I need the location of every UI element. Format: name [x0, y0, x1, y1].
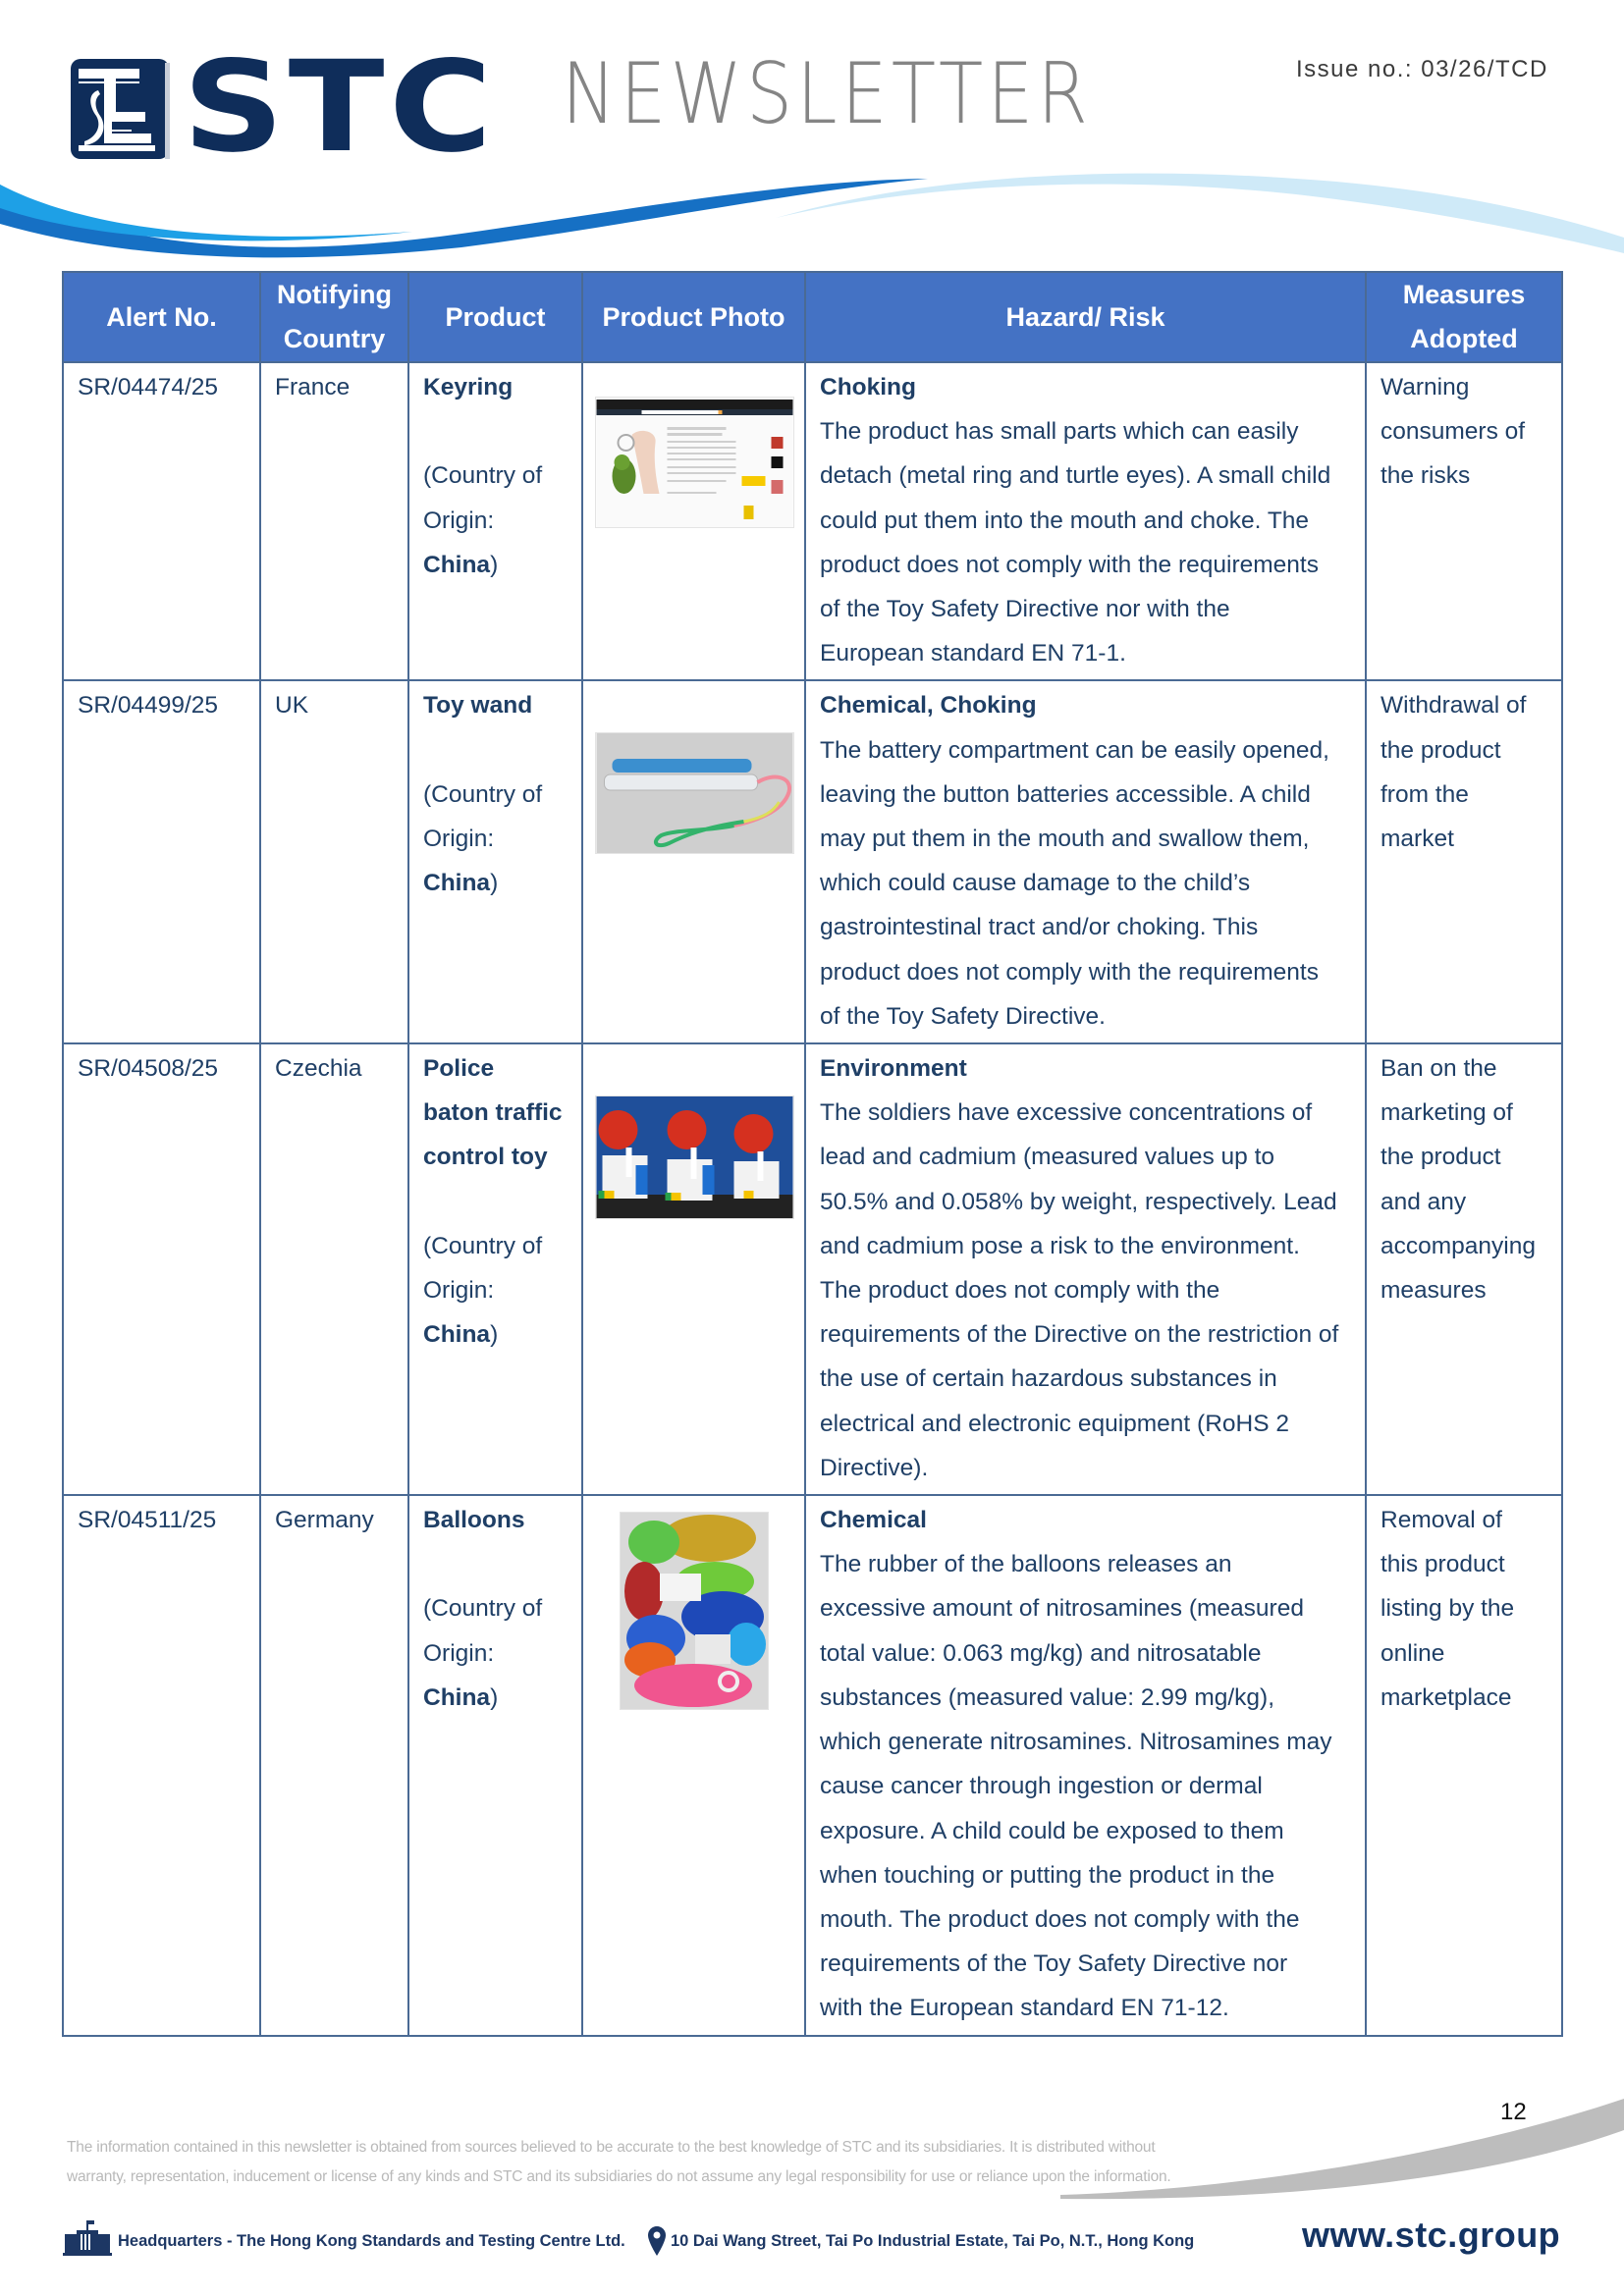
origin-country: China	[423, 870, 491, 897]
column-header-line: Adopted	[1410, 324, 1518, 353]
measures-adopted-cell	[1366, 362, 1562, 680]
hazard-risk-cell	[805, 1043, 1366, 1495]
hazard-description-line: leaving the button batteries accessible. A child	[820, 780, 1311, 808]
toy-wand-photo	[595, 732, 794, 854]
hazard-description-line: requirements of the Toy Safety Directive nor	[820, 1950, 1288, 1978]
hazard-description-line: European standard EN 71-1.	[820, 640, 1126, 667]
hazard-title: Chemical, Choking	[820, 692, 1037, 720]
product-name: baton traffic	[423, 1099, 563, 1127]
alert-number-cell: SR/04499/25	[63, 680, 260, 1043]
stc-logo-mark	[69, 57, 171, 161]
hazard-description-line: and cadmium pose a risk to the environment.	[820, 1232, 1300, 1259]
origin-prefix: (Country of	[423, 1232, 543, 1259]
column-header-measures-adopted	[1366, 272, 1562, 362]
hazard-description-line: may put them in the mouth and swallow them,	[820, 826, 1310, 853]
alert-number-cell: SR/04474/25	[63, 362, 260, 680]
measures-line: Removal of	[1380, 1507, 1502, 1534]
hazard-description-line: when touching or putting the product in the	[820, 1861, 1275, 1889]
product-name: Balloons	[423, 1507, 525, 1534]
issue-number: Issue no.: 03/26/TCD	[1296, 56, 1548, 82]
page-number: 12	[1500, 2099, 1527, 2125]
origin-country-line	[423, 543, 568, 587]
product-cell	[408, 362, 582, 680]
table-row	[63, 680, 1562, 1043]
measures-line: marketing of	[1380, 1099, 1513, 1127]
product-cell	[408, 1043, 582, 1495]
column-header-product: Product	[408, 272, 582, 362]
hazard-description-line: product does not comply with the requirements	[820, 958, 1319, 986]
origin-prefix: (Country of	[423, 462, 543, 490]
origin-label: Origin:	[423, 1639, 495, 1667]
origin-label: Origin:	[423, 826, 495, 853]
header-swoosh-decoration	[0, 167, 1624, 265]
origin-label: Origin:	[423, 1277, 495, 1305]
product-photo-cell	[582, 1495, 805, 2035]
address-text: 10 Dai Wang Street, Tai Po Industrial Estate, Tai Po, N.T., Hong Kong	[671, 2232, 1195, 2250]
headquarters-text: Headquarters - The Hong Kong Standards and Testing Centre Ltd.	[118, 2232, 625, 2250]
column-header-hazard-risk: Hazard/ Risk	[805, 272, 1366, 362]
hazard-title: Environment	[820, 1055, 967, 1083]
keyring-photo	[595, 397, 794, 528]
product-photo-cell	[582, 680, 805, 1043]
origin-prefix: (Country of	[423, 780, 543, 808]
blank-line	[423, 1180, 568, 1224]
column-header-product-photo: Product Photo	[582, 272, 805, 362]
column-header-notifying-country	[260, 272, 408, 362]
hazard-description-line: lead and cadmium (measured values up to	[820, 1144, 1275, 1171]
product-name: Toy wand	[423, 692, 533, 720]
measures-line: the product	[1380, 1144, 1501, 1171]
hazard-description-line: The rubber of the balloons releases an	[820, 1551, 1232, 1578]
disclaimer	[67, 2133, 1304, 2192]
product-cell	[408, 680, 582, 1043]
location-pin-icon	[648, 2226, 666, 2256]
measures-line: measures	[1380, 1277, 1487, 1305]
hazard-title: Choking	[820, 374, 916, 400]
hazard-description-line: product does not comply with the requirements	[820, 551, 1319, 578]
origin-country: China	[423, 1683, 491, 1711]
measures-line: from the	[1380, 780, 1469, 808]
website-link[interactable]: www.stc.group	[1302, 2215, 1561, 2255]
origin-country: China	[423, 1321, 491, 1349]
hazard-description-line: gastrointestinal tract and/or choking. This	[820, 914, 1259, 941]
hazard-description-line: with the European standard EN 71-12.	[820, 1995, 1229, 2022]
column-header-line: Notifying	[277, 280, 392, 309]
hazard-description-line: could put them into the mouth and choke. The	[820, 507, 1310, 534]
hazard-description-line: The product does not comply with the	[820, 1277, 1220, 1305]
origin-suffix: )	[490, 1683, 499, 1711]
column-header-line: Country	[283, 324, 386, 353]
blank-line	[423, 1542, 568, 1586]
measures-line: the risks	[1380, 462, 1471, 490]
hazard-description-line: the use of certain hazardous substances in	[820, 1365, 1277, 1393]
origin-label: Origin:	[423, 507, 495, 534]
origin-country-line	[423, 861, 568, 905]
measures-line: accompanying	[1380, 1232, 1536, 1259]
measures-adopted-cell	[1366, 1043, 1562, 1495]
origin-suffix: )	[490, 1321, 499, 1349]
column-header-alert-no: Alert No.	[63, 272, 260, 362]
hazard-title: Chemical	[820, 1507, 927, 1534]
notifying-country-cell: UK	[260, 680, 408, 1043]
hazard-description-line: The battery compartment can be easily opened,	[820, 736, 1329, 764]
hazard-description-line: of the Toy Safety Directive.	[820, 1002, 1106, 1030]
hazard-description-line: electrical and electronic equipment (RoHS 2	[820, 1410, 1289, 1437]
measures-line: this product	[1380, 1551, 1505, 1578]
hazard-description-line: Directive).	[820, 1454, 929, 1481]
hazard-description-line: detach (metal ring and turtle eyes). A small child	[820, 462, 1331, 490]
hazard-description-line: cause cancer through ingestion or dermal	[820, 1773, 1263, 1800]
product-name: Police	[423, 1055, 495, 1083]
origin-suffix: )	[490, 870, 499, 897]
hazard-description-line: 50.5% and 0.058% by weight, respectively. Lead	[820, 1188, 1337, 1215]
origin-country: China	[423, 551, 491, 578]
product-cell	[408, 1495, 582, 2035]
alert-number-cell: SR/04508/25	[63, 1043, 260, 1495]
product-name: control toy	[423, 1144, 548, 1171]
hazard-description-line: requirements of the Directive on the restriction of	[820, 1321, 1339, 1349]
measures-line: marketplace	[1380, 1683, 1512, 1711]
measures-adopted-cell	[1366, 680, 1562, 1043]
hazard-description-line: of the Toy Safety Directive nor with the	[820, 596, 1230, 623]
hazard-risk-cell	[805, 362, 1366, 680]
blank-line	[423, 409, 568, 454]
measures-line: listing by the	[1380, 1595, 1515, 1623]
product-photo-cell	[582, 362, 805, 680]
hazard-description-line: mouth. The product does not comply with the	[820, 1905, 1300, 1933]
blank-line	[423, 728, 568, 773]
origin-suffix: )	[490, 551, 499, 578]
hazard-description-line: excessive amount of nitrosamines (measured	[820, 1595, 1304, 1623]
hazard-description-line: which generate nitrosamines. Nitrosamines may	[820, 1729, 1332, 1756]
product-name: Keyring	[423, 374, 514, 400]
product-photo-cell	[582, 1043, 805, 1495]
hazard-risk-cell	[805, 680, 1366, 1043]
measures-line: the product	[1380, 736, 1501, 764]
origin-country-line	[423, 1676, 568, 1720]
measures-line: Withdrawal of	[1380, 692, 1527, 720]
hazard-description-line: The product has small parts which can easily	[820, 418, 1299, 446]
origin-prefix: (Country of	[423, 1595, 543, 1623]
alert-number-cell: SR/04511/25	[63, 1495, 260, 2035]
building-icon	[63, 2220, 112, 2256]
disclaimer-line: warranty, representation, inducement or license of any kinds and STC and its subsidiaries do not assume any legal responsibility for use or reliance upon the information.	[67, 2168, 1171, 2185]
measures-adopted-cell	[1366, 1495, 1562, 2035]
hazard-risk-cell	[805, 1495, 1366, 2035]
table-row	[63, 1043, 1562, 1495]
measures-line: market	[1380, 826, 1454, 853]
notifying-country-cell: France	[260, 362, 408, 680]
measures-line: and any	[1380, 1188, 1467, 1215]
measures-line: Warning	[1380, 374, 1470, 400]
column-header-line: Measures	[1402, 280, 1526, 309]
hazard-description-line: The soldiers have excessive concentrations of	[820, 1099, 1313, 1127]
table-row	[63, 362, 1562, 680]
measures-line: online	[1380, 1639, 1445, 1667]
newsletter-title: NEWSLETTER	[562, 45, 1093, 143]
balloons-photo	[620, 1512, 769, 1710]
origin-country-line	[423, 1312, 568, 1357]
table-header-row	[63, 272, 1562, 362]
stc-logo-text: STC	[183, 34, 497, 181]
measures-line: Ban on the	[1380, 1055, 1497, 1083]
notifying-country-cell: Germany	[260, 1495, 408, 2035]
rapex-alerts-table	[62, 271, 1563, 2037]
hazard-description-line: exposure. A child could be exposed to them	[820, 1817, 1284, 1844]
hazard-description-line: substances (measured value: 2.99 mg/kg),	[820, 1683, 1275, 1711]
measures-line: consumers of	[1380, 418, 1526, 446]
disclaimer-line: The information contained in this newsletter is obtained from sources believed to be accurate to the best knowledge of STC and its subsidiaries. It is distributed without	[67, 2139, 1156, 2156]
table-row	[63, 1495, 1562, 2035]
hazard-description-line: total value: 0.063 mg/kg) and nitrosatable	[820, 1639, 1262, 1667]
notifying-country-cell: Czechia	[260, 1043, 408, 1495]
police-baton-photo	[595, 1095, 794, 1219]
hazard-description-line: which could cause damage to the child’s	[820, 870, 1251, 897]
